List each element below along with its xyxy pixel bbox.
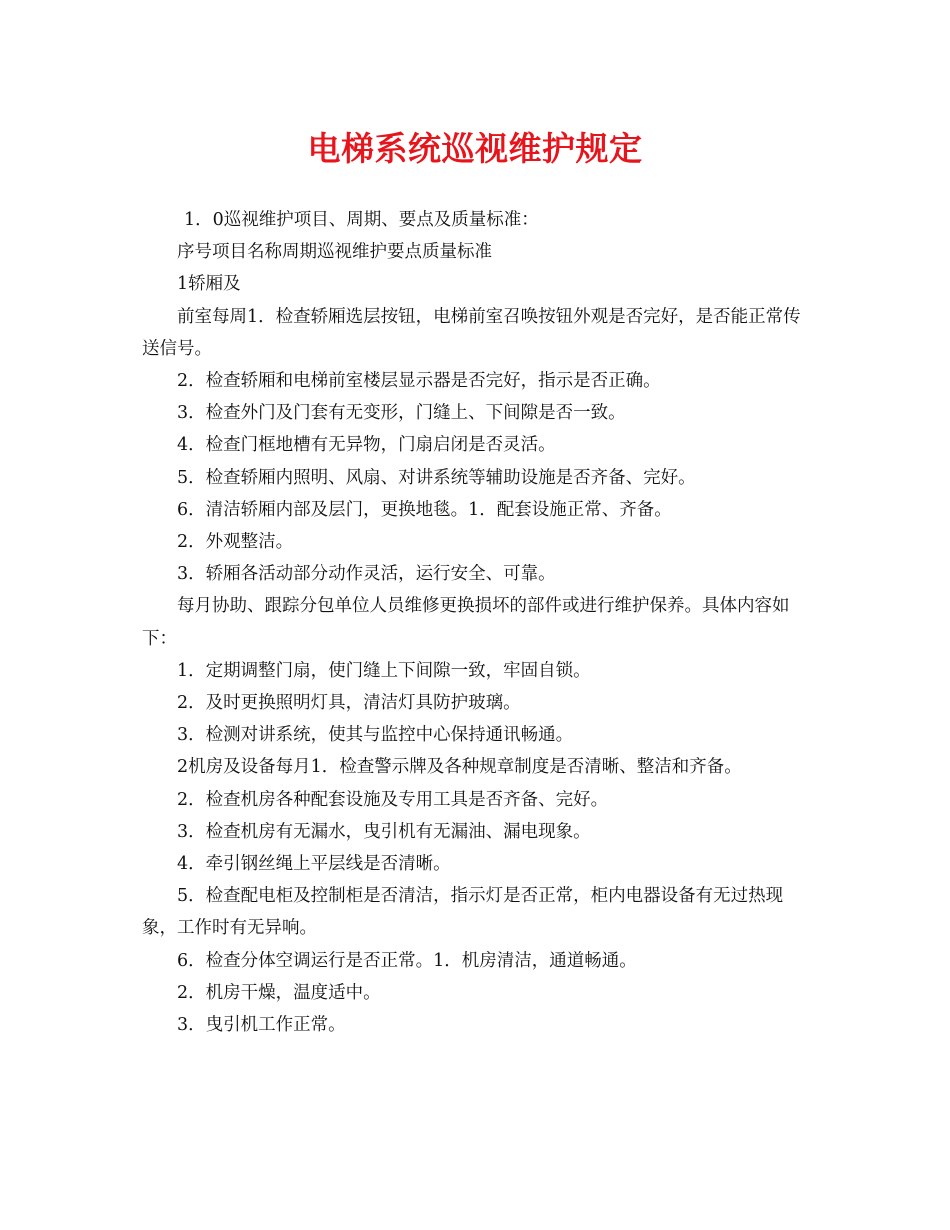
paragraph: 2．外观整洁。 <box>177 532 294 553</box>
paragraph: 2．及时更换照明灯具，清洁灯具防护玻璃。 <box>177 693 521 714</box>
paragraph-table-header: 序号项目名称周期巡视维护要点质量标准 <box>177 242 492 263</box>
paragraph: 1．定期调整门扇，使门缝上下间隙一致，牢固自锁。 <box>177 660 591 681</box>
paragraph-item-2-name: 2机房及设备每月1．检查警示牌及各种规章制度是否清晰、整洁和齐备。 <box>177 757 742 778</box>
paragraph: 2．机房干燥，温度适中。 <box>177 982 381 1003</box>
paragraph: 每月协助、跟踪分包单位人员维修更换损坏的部件或进行维护保养。具体内容如下： <box>142 596 790 649</box>
paragraph: 2．检查轿厢和电梯前室楼层显示器是否完好，指示是否正确。 <box>177 371 661 392</box>
paragraph-item-1-name: 1轿厢及 <box>177 274 241 295</box>
paragraph: 5．检查配电柜及控制柜是否清洁，指示灯是否正常，柜内电器设备有无过热现象，工作时有无异响。 <box>142 886 784 939</box>
paragraph: 3．检测对讲系统，使其与监控中心保持通讯畅通。 <box>177 725 574 746</box>
paragraph: 6．清洁轿厢内部及层门，更换地毯。1．配套设施正常、齐备。 <box>177 499 672 520</box>
paragraph: 2．检查机房各种配套设施及专用工具是否齐备、完好。 <box>177 789 609 810</box>
document-title: 电梯系统巡视维护规定 <box>307 129 643 168</box>
paragraph: 3．轿厢各活动部分动作灵活，运行安全、可靠。 <box>177 564 556 585</box>
paragraph: 3．曳引机工作正常。 <box>177 1015 346 1036</box>
paragraph: 前室每周1．检查轿厢选层按钮，电梯前室召唤按钮外观是否完好，是否能正常传送信号。 <box>142 306 801 359</box>
paragraph: 3．检查外门及门套有无变形，门缝上、下间隙是否一致。 <box>177 403 626 424</box>
paragraph: 5．检查轿厢内照明、风扇、对讲系统等辅助设施是否齐备、完好。 <box>177 467 696 488</box>
paragraph-section-heading: 1．0巡视维护项目、周期、要点及质量标准： <box>184 210 539 230</box>
paragraph: 6．检查分体空调运行是否正常。1．机房清洁，通道畅通。 <box>177 950 637 971</box>
paragraph: 3．检查机房有无漏水，曳引机有无漏油、漏电现象。 <box>177 821 591 842</box>
paragraph: 4．检查门框地槽有无异物，门扇启闭是否灵活。 <box>177 435 556 456</box>
paragraph: 4．牵引钢丝绳上平层线是否清晰。 <box>177 854 451 875</box>
document-body <box>142 204 814 1041</box>
